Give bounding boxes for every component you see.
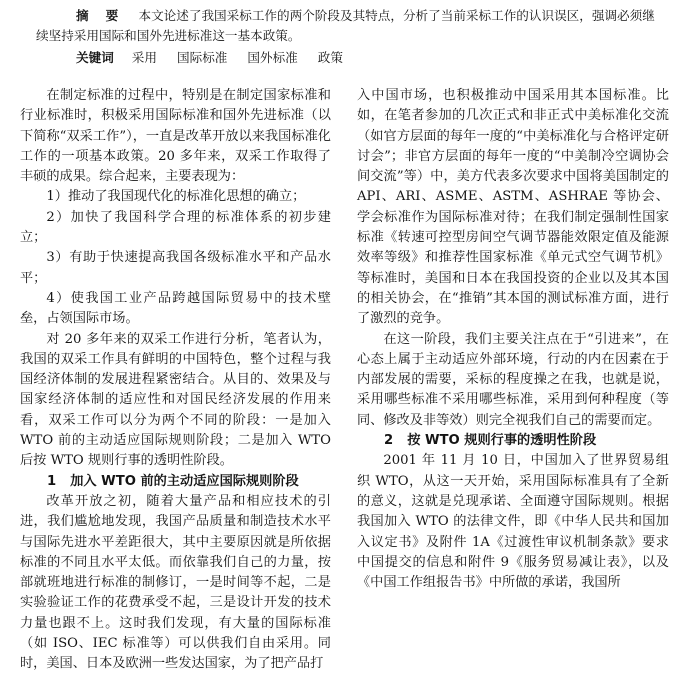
achievement-item: 3）有助于快速提高我国各级标准水平和产品水平； <box>20 250 331 286</box>
keywords-line <box>36 48 666 68</box>
abstract-label: 摘 要 <box>76 8 125 23</box>
analysis-paragraph: 对 20 多年来的双采工作进行分析，笔者认为，我国的双采工作具有鲜明的中国特色，整个过程与我国经济体制的发展进程紧密结合。从目的、效果及与国家经济体制的适应性和对国民经济发展的作用来看，双采工作可以分为两个不同的阶段：一是加入 WTO 前的主动适应国际规则阶段；二是加入 WTO 后按 WTO 规则行事的透明性阶段。 <box>20 331 331 469</box>
achievement-item: 2）加快了我国科学合理的标准体系的初步建立； <box>20 209 331 246</box>
section-2-title: 按 WTO 规则行事的透明性阶段 <box>407 433 597 449</box>
section-1-heading <box>20 472 331 492</box>
right-column <box>357 86 669 593</box>
keyword-item: 采用 <box>131 50 157 65</box>
abstract-block <box>36 6 666 68</box>
section-1-title: 加入 WTO 前的主动适应国际规则阶段 <box>70 473 299 489</box>
keyword-item: 国际标准 <box>177 50 228 65</box>
keywords-label: 关键词 <box>76 50 114 65</box>
abstract-text: 本文论述了我国采标工作的两个阶段及其特点，分析了当前采标工作的认识误区，强调必须继续坚持采用国际和国外先进标准这一基本政策。 <box>36 8 655 43</box>
section-1-paragraph-1: 改革开放之初，随着大量产品和相应技术的引进，我们尴尬地发现，我国产品质量和制造技术水平与国际先进水平差距很大，其中主要原因就是所依据标准的不同且水平太低。而依靠我们自己的力量，按部就班地进行标准的制修订，一是时间等不起，二是实验验证工作的花费承受不起，三是设计开发的技术力量也跟不上。这时我们发现，有大量的国际标准（如 ISO、IEC 标准等）可以供我们自由采用。同时，美国、日本及欧洲一些发达国家，为了把产品打 <box>20 493 331 672</box>
intro-paragraph: 在制定标准的过程中，特别是在制定国家标准和行业标准时，积极采用国际标准和国外先进标准（以下简称“双采工作”），一直是改革开放以来我国标准化工作的一项基本政策。20 多年来，双采工作取得了丰硕的成果。综合起来，主要表现为： <box>20 88 331 185</box>
left-column <box>20 86 331 675</box>
section-1-number: 1 <box>47 473 57 489</box>
achievement-item: 4）使我国工业产品跨越国际贸易中的技术壁垒，占领国际市场。 <box>20 290 331 327</box>
abstract-paragraph <box>36 6 666 46</box>
section-2-paragraph-1: 2001 年 11 月 10 日，中国加入了世界贸易组织 WTO，从这一天开始，采用国际标准具有了全新的意义，这就是兑现承诺、全面遵守国际规则。根据我国加入 WTO 的法律文件，即《中华人民共和国加入议定书》及附件 1A《过渡性审议机制条款》要求中国提交的信息和附件 9《服务贸易减让表》，以及《中国工作组报告书》中所做的承诺，我国所 <box>357 453 669 591</box>
keyword-item: 国外标准 <box>247 50 298 65</box>
section-1-paragraph-2: 在这一阶段，我们主要关注点在于“引进来”，在心态上属于主动适应外部环境，行动的内在因素在于内部发展的需要，采标的程度操之在我，也就是说，采用哪些标准不采用哪些标准，采用到何种程度（等同、修改及非等效）则完全视我们自己的需要而定。 <box>357 331 669 428</box>
section-2-heading <box>357 431 669 451</box>
section-2-number: 2 <box>384 433 394 449</box>
achievement-item: 1）推动了我国现代化的标准化思想的确立； <box>46 189 306 205</box>
keyword-item: 政策 <box>317 50 343 65</box>
section-1-paragraph-1-continued: 入中国市场，也积极推动中国采用其本国标准。比如，在笔者参加的几次正式和非正式中美标准化交流（如官方层面的每年一度的“中美标准化与合格评定研讨会”；非官方层面的每年一度的“中美制冷空调协会间交流”等）中，美方代表多次要求中国将美国制定的 API、ARI、ASME、ASTM、ASHRAE 等协会、学会标准作为国际标准对待；在我们制定强制性国家标准《转速可控型房间空气调节器能效限定值及能源效率等级》和推荐性国家标准《单元式空气调节机》等标准时，美国和日本在我国投资的企业以及其本国的相关协会，在“推销”其本国的测试标准方面，进行了激烈的竞争。 <box>357 88 669 327</box>
